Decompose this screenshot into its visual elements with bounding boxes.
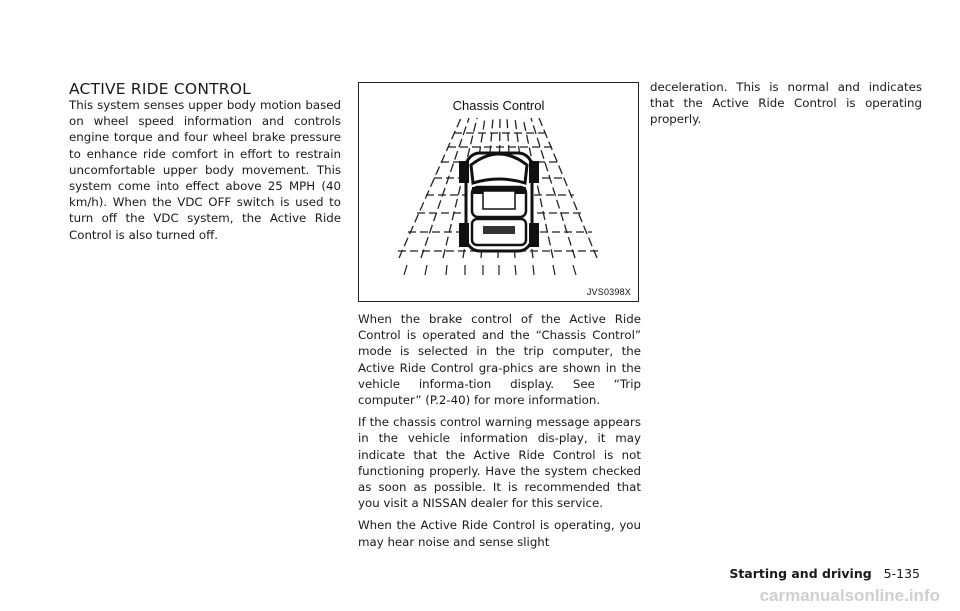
page-number: 5-135 — [883, 566, 920, 581]
chassis-grid-illustration — [359, 83, 638, 301]
figure-code: JVS0398X — [586, 287, 631, 297]
page-footer — [729, 566, 920, 581]
middle-paragraph-1: When the brake control of the Active Ride Control is operated and the “Chassis Control” mode is selected in the trip computer, the Active Ride Control gra-phics are shown in the vehicle informa-tion display. See “Trip computer” (P.2-40) for more information. — [358, 312, 641, 408]
watermark: carmanualsonline.info — [759, 586, 940, 605]
section-heading: ACTIVE RIDE CONTROL — [69, 80, 252, 98]
footer-section-title: Starting and driving — [729, 566, 872, 581]
middle-paragraph-3: When the Active Ride Control is operating, you may hear noise and sense slight — [358, 518, 641, 549]
chassis-control-figure — [358, 82, 639, 302]
intro-paragraph: This system senses upper body motion based on wheel speed information and controls engine torque and four wheel brake pressure to enhance ride comfort in effort to restrain uncomfortable upper body movement. This system come into effect above 25 MPH (40 km/h). When the VDC OFF switch is used to turn off the VDC system, the Active Ride Control is also turned off. — [69, 98, 341, 242]
figure-title: Chassis Control — [452, 98, 545, 113]
middle-paragraph-2: If the chassis control warning message appears in the vehicle information dis-play, it may indicate that the Active Ride Control is not functioning properly. Have the system checked as soon as possible. It is recommended that you visit a NISSAN dealer for this service. — [358, 415, 641, 511]
car-icon — [459, 153, 539, 251]
right-paragraph-1: deceleration. This is normal and indicates that the Active Ride Control is operating properly. — [650, 80, 922, 127]
